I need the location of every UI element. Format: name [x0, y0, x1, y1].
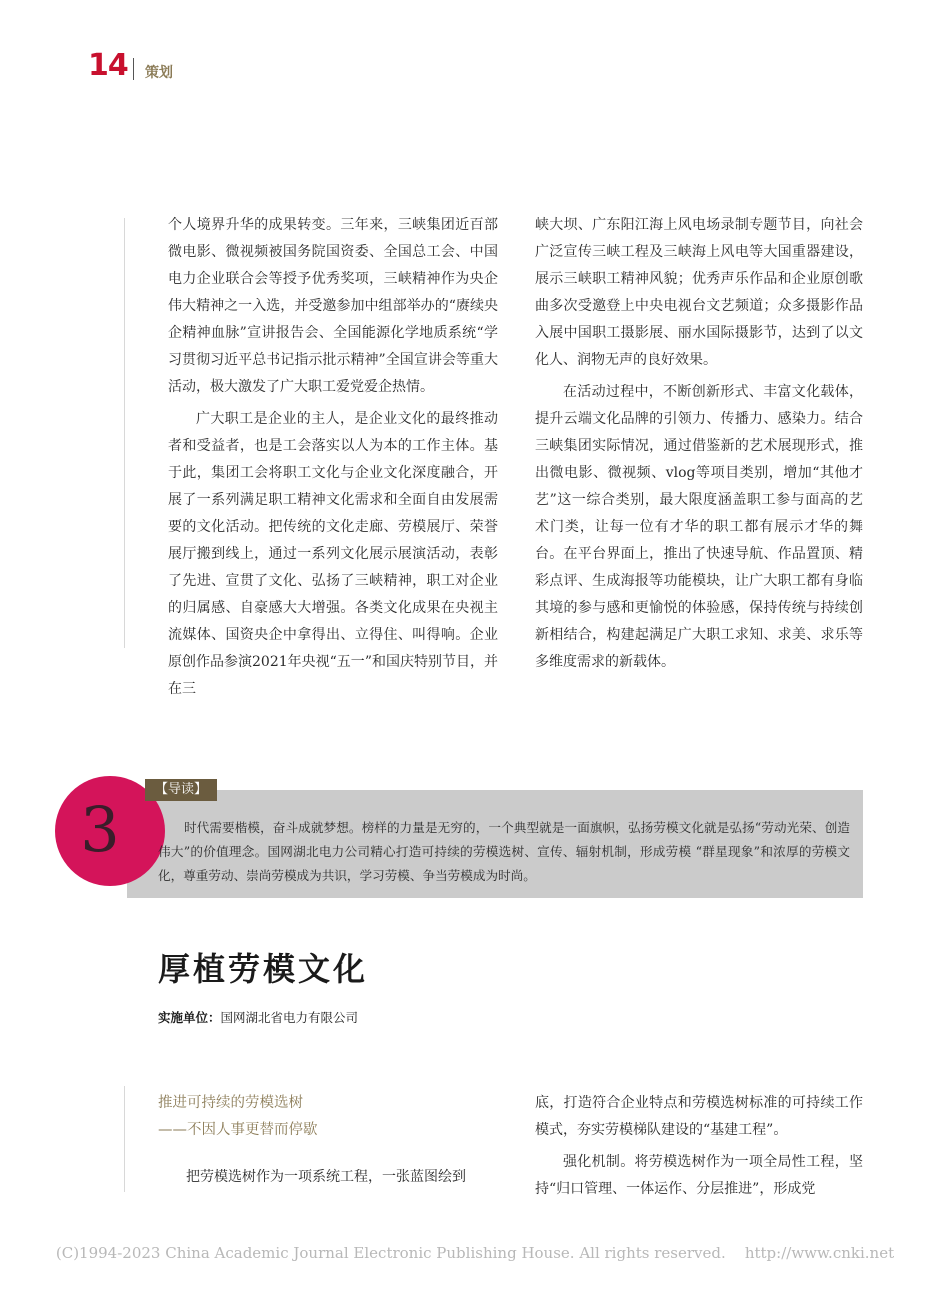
page-number: 14: [88, 48, 128, 83]
top-left-column: [168, 212, 498, 708]
paragraph: 峡大坝、广东阳江海上风电场录制专题节目，向社会广泛宣传三峡工程及三峡海上风电等大国重器建设，展示三峡职工精神风貌；优秀声乐作品和企业原创歌曲多次受邀登上中央电视台文艺频道；众多摄影作品入展中国职工摄影展、丽水国际摄影节，达到了以文化人、润物无声的良好效果。: [535, 217, 863, 368]
bottom-right-body: [535, 1090, 863, 1208]
copyright-text: (C)1994-2023 China Academic Journal Electronic Publishing House. All rights reserved.: [55, 1244, 726, 1262]
top-right-column: [535, 212, 863, 681]
subheading: [158, 1090, 318, 1144]
subheading-line-1: 推进可持续的劳模选树: [158, 1095, 303, 1111]
implementing-unit: [158, 1008, 358, 1026]
lead-paragraph: 时代需要楷模，奋斗成就梦想。榜样的力量是无穷的，一个典型就是一面旗帜，弘扬劳模文化就是弘扬“劳动光荣、创造伟大”的价值理念。国网湖北电力公司精心打造可持续的劳模选树、宣传、辐射机制，形成劳模 “群星现象”和浓厚的劳模文化，尊重劳动、崇尚劳模成为共识，学习劳模、争当劳模成为时尚。: [158, 820, 850, 883]
paragraph: 底，打造符合企业特点和劳模选树标准的可持续工作模式，夯实劳模梯队建设的“基建工程”。: [535, 1095, 863, 1138]
left-margin-rule: [124, 218, 125, 648]
bottom-left-body: [186, 1164, 506, 1191]
subheading-line-2: ——不因人事更替而停歇: [158, 1122, 318, 1138]
header-divider: [133, 58, 134, 80]
paragraph: 个人境界升华的成果转变。三年来，三峡集团近百部微电影、微视频被国务院国资委、全国总工会、中国电力企业联合会等授予优秀奖项，三峡精神作为央企伟大精神之一入选，并受邀参加中组部举办的“赓续央企精神血脉”宣讲报告会、全国能源化学地质系统“学习贯彻习近平总书记指示批示精神”全国宣讲会等重大活动，极大激发了广大职工爱党爱企热情。: [168, 217, 498, 395]
paragraph: 强化机制。将劳模选树作为一项全局性工程，坚持“归口管理、一体运作、分层推进”，形成党: [535, 1154, 863, 1197]
section-label: 策划: [145, 65, 173, 81]
paragraph: 在活动过程中，不断创新形式、丰富文化载体，提升云端文化品牌的引领力、传播力、感染力。结合三峡集团实际情况，通过借鉴新的艺术展现形式，推出微电影、微视频、vlog等项目类别，增加“其他才艺”这一综合类别，最大限度涵盖职工参与面高的艺术门类，让每一位有才华的职工都有展示才华的舞台。在平台界面上，推出了快速导航、作品置顶、精彩点评、生成海报等功能模块，让广大职工都有身临其境的参与感和更愉悦的体验感，保持传统与持续创新相结合，构建起满足广大职工求知、求美、求乐等多维度需求的新载体。: [535, 384, 863, 670]
unit-name: 国网湖北省电力有限公司: [220, 1010, 359, 1025]
article-title: 厚植劳模文化: [158, 950, 369, 988]
lead-text: [158, 816, 850, 888]
paragraph: 把劳模选树作为一项系统工程，一张蓝图绘到: [186, 1169, 466, 1185]
lead-tag: 【导读】: [145, 779, 217, 801]
section-number: 3: [80, 793, 120, 866]
unit-label: 实施单位：: [158, 1010, 221, 1025]
cnki-url[interactable]: http://www.cnki.net: [744, 1244, 895, 1262]
footer-copyright: [0, 1244, 950, 1262]
paragraph: 广大职工是企业的主人，是企业文化的最终推动者和受益者，也是工会落实以人为本的工作主体。基于此，集团工会将职工文化与企业文化深度融合，开展了一系列满足职工精神文化需求和全面自由发展需要的文化活动。把传统的文化走廊、劳模展厅、荣誉展厅搬到线上，通过一系列文化展示展演活动，表彰了先进、宣贯了文化、弘扬了三峡精神，职工对企业的归属感、自豪感大大增强。各类文化成果在央视主流媒体、国资央企中拿得出、立得住、叫得响。企业原创作品参演2021年央视“五一”和国庆特别节目，并在三: [168, 411, 498, 697]
left-margin-rule-bottom: [124, 1086, 125, 1192]
